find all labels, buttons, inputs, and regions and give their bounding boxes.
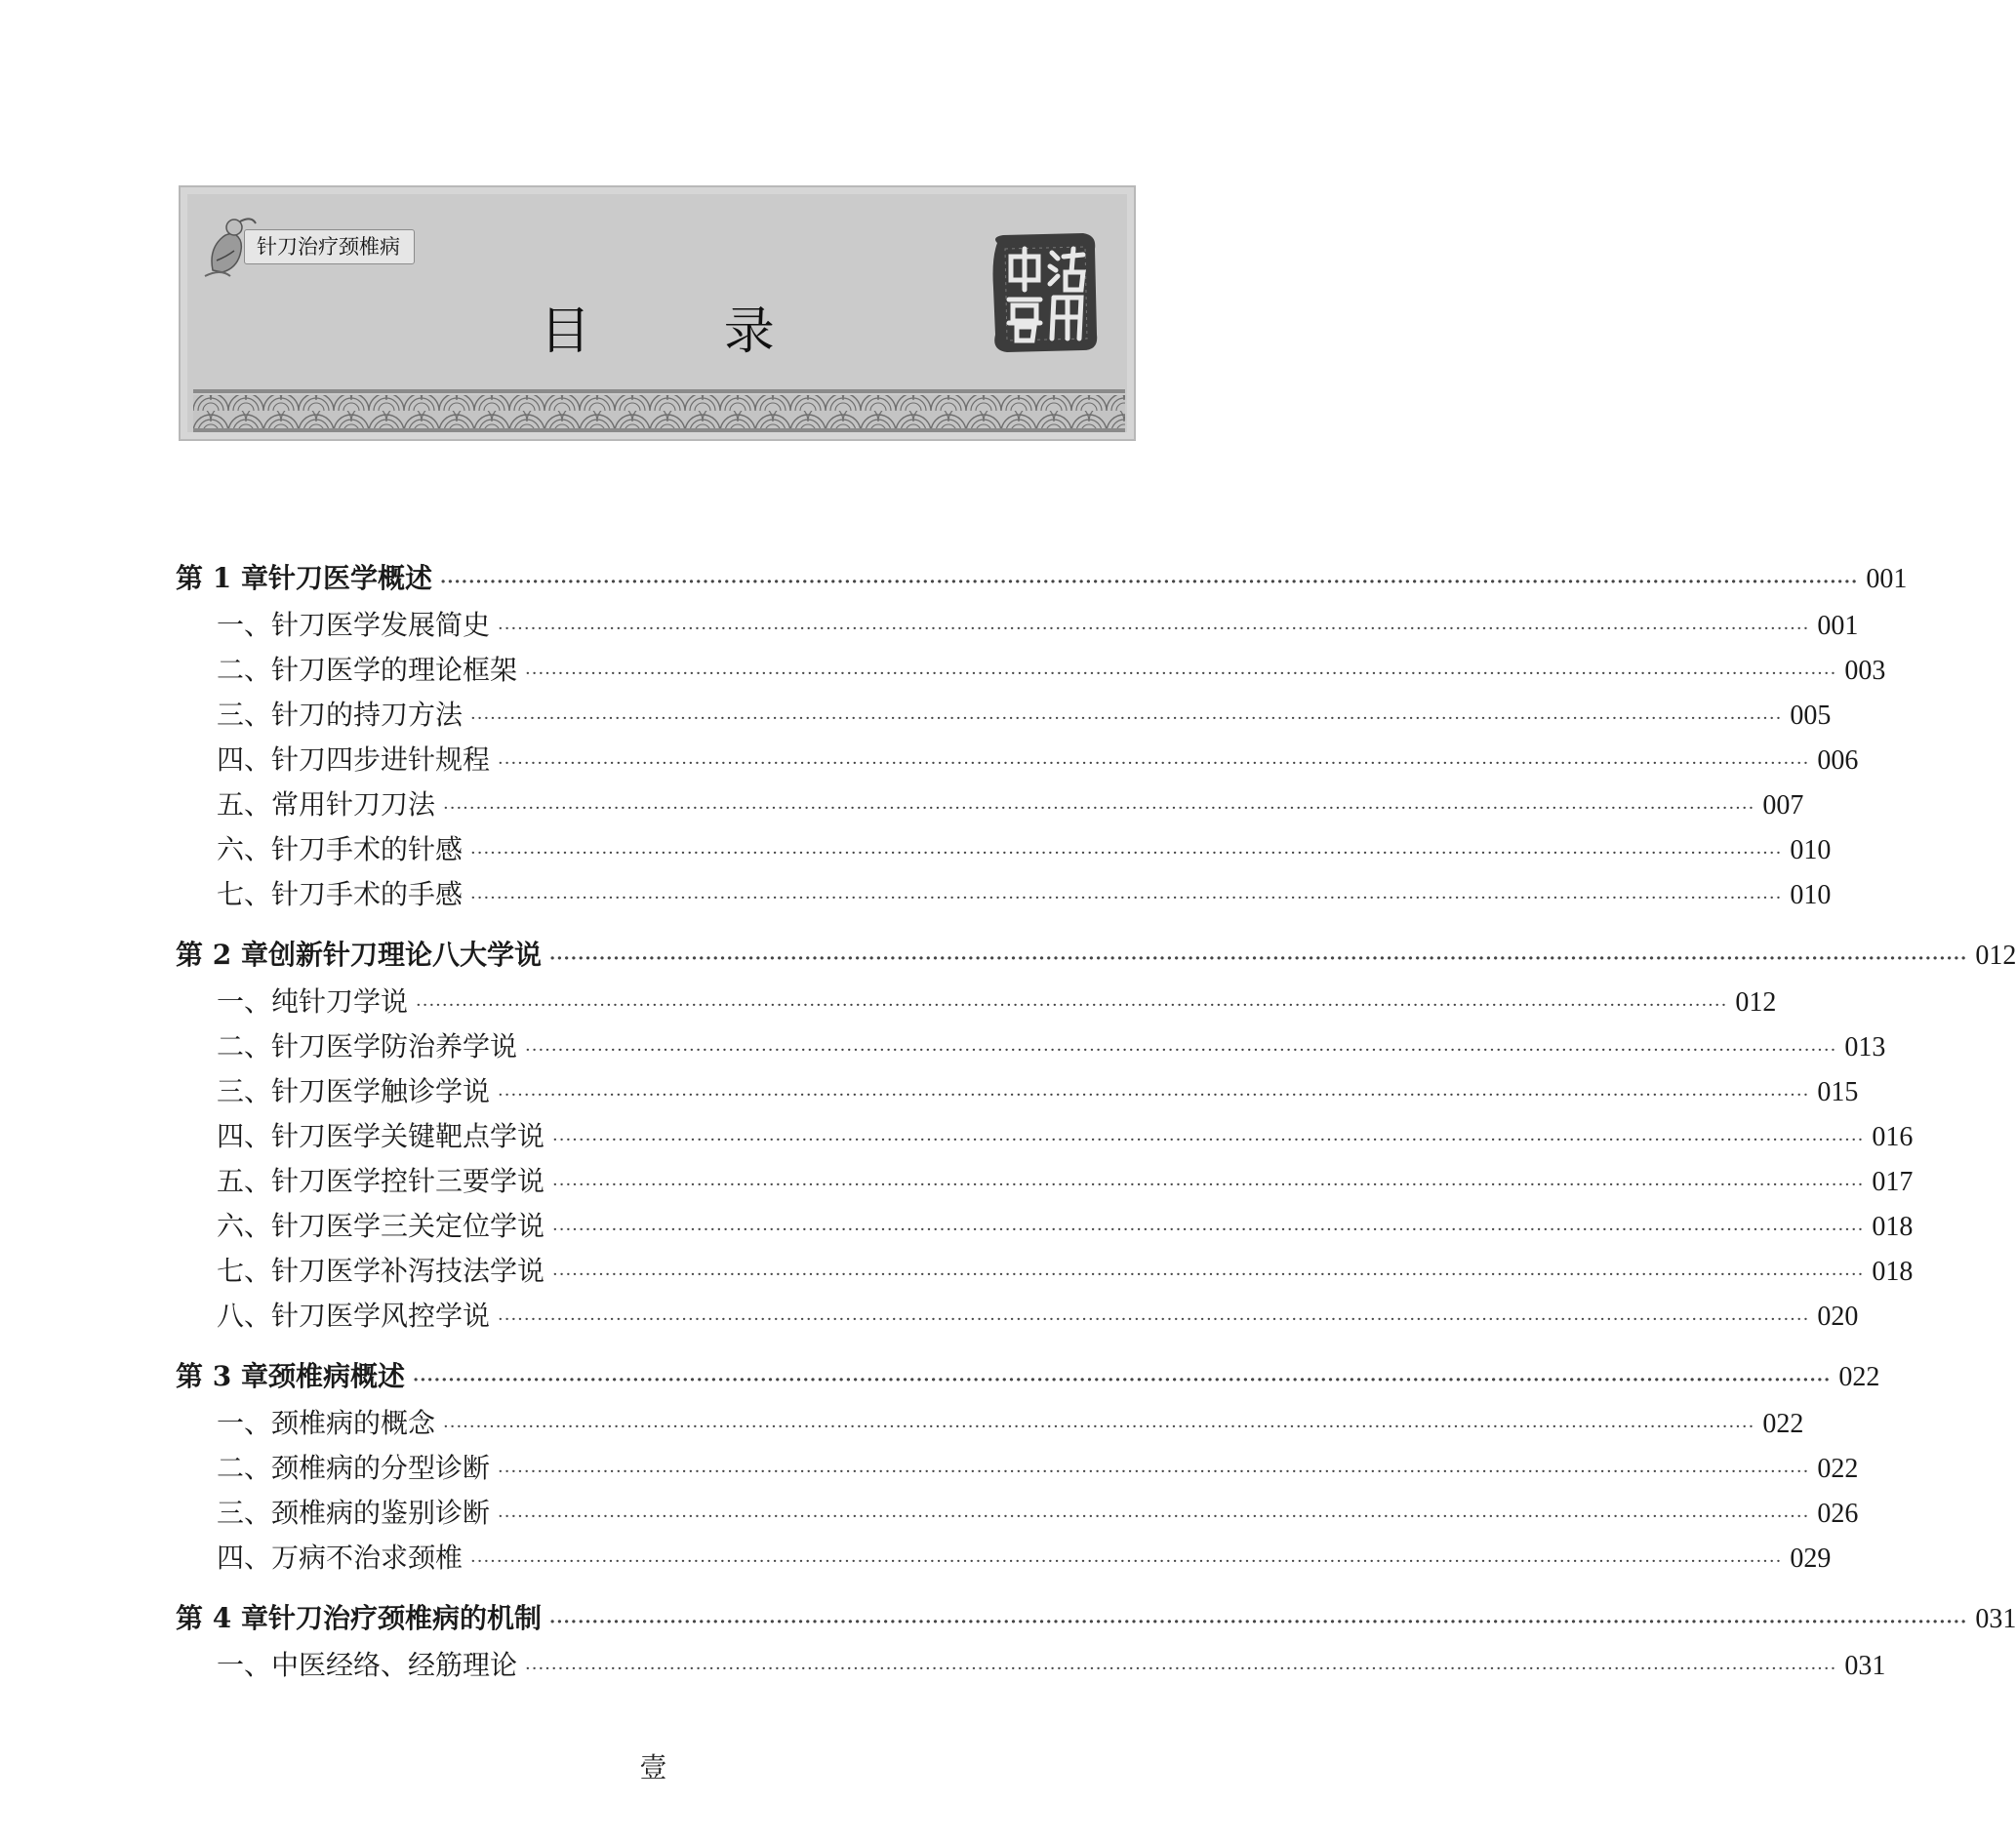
toc-section-entry[interactable] xyxy=(176,1249,1914,1294)
toc-section-entry[interactable] xyxy=(176,827,1832,872)
dot-leader: ········································································································································································································ xyxy=(525,1659,1837,1679)
toc-section-entry[interactable] xyxy=(176,603,1859,648)
dot-leader: ········································································································································································································ xyxy=(470,888,1783,908)
header-banner xyxy=(179,185,1136,441)
toc-section-entry[interactable] xyxy=(176,1536,1832,1581)
section-title: 三、颈椎病的鉴别诊断 xyxy=(217,1497,491,1529)
page-number: 029 xyxy=(1790,1543,1832,1574)
dot-leader: ········································································································································································································ xyxy=(470,843,1783,863)
page-number: 012 xyxy=(1735,987,1777,1018)
chapter-number: 第 2 章 xyxy=(176,939,268,971)
toc-section-entry[interactable] xyxy=(176,782,1804,827)
dot-leader: ········································································································································································································ xyxy=(443,798,1755,819)
page-number: 016 xyxy=(1872,1122,1914,1152)
table-of-contents xyxy=(176,554,2016,1688)
section-title: 六、针刀医学三关定位学说 xyxy=(217,1210,545,1242)
toc-section-entry[interactable] xyxy=(176,648,1886,693)
chapter-title: 颈椎病概述 xyxy=(267,1360,405,1392)
toc-chapter-entry[interactable] xyxy=(176,931,2016,980)
page-number: 006 xyxy=(1817,745,1859,776)
page-number: 017 xyxy=(1872,1167,1914,1197)
toc-section-entry[interactable] xyxy=(176,738,1859,782)
dot-leader: ········································································································································································································ xyxy=(470,708,1783,729)
section-title: 七、针刀医学补泻技法学说 xyxy=(217,1255,545,1287)
dot-leader: ········································································································································································································ xyxy=(416,995,1728,1016)
dot-leader: ········································································································································································································ xyxy=(525,663,1837,684)
section-title: 六、针刀手术的针感 xyxy=(217,833,464,865)
section-title: 二、颈椎病的分型诊断 xyxy=(217,1452,491,1484)
toc-chapter-entry[interactable] xyxy=(176,1594,2016,1643)
page-number: 001 xyxy=(1866,564,1908,594)
dot-leader: ········································································································································································································ xyxy=(498,753,1810,774)
section-title: 一、纯针刀学说 xyxy=(217,985,409,1018)
section-title: 一、针刀医学发展简史 xyxy=(217,609,491,641)
toc-section-entry[interactable] xyxy=(176,1643,1886,1688)
page-number: 007 xyxy=(1762,790,1804,821)
dot-leader: ········································································································································································································ xyxy=(525,1040,1837,1061)
seal-stamp xyxy=(988,229,1103,356)
page-folio: 壹 xyxy=(639,1751,667,1784)
dot-leader: ········································································································································································································ xyxy=(549,1612,1968,1632)
toc-section-entry[interactable] xyxy=(176,872,1832,917)
toc-section-entry[interactable] xyxy=(176,693,1832,738)
page-number: 026 xyxy=(1817,1499,1859,1529)
dot-leader: ········································································································································································································ xyxy=(549,948,1968,969)
toc-section-entry[interactable] xyxy=(176,1401,1804,1446)
page-number: 012 xyxy=(1975,941,2016,971)
section-title: 五、针刀医学控针三要学说 xyxy=(217,1165,545,1197)
toc-section-entry[interactable] xyxy=(176,1294,1859,1339)
dot-leader: ········································································································································································································ xyxy=(552,1220,1865,1240)
page-title: 目 录 xyxy=(540,302,833,361)
page-number: 031 xyxy=(1975,1604,2016,1634)
page-number: 005 xyxy=(1790,701,1832,731)
chapter-title: 针刀治疗颈椎病的机制 xyxy=(267,1602,542,1634)
section-title: 三、针刀的持刀方法 xyxy=(217,699,464,731)
section-title: 二、针刀医学的理论框架 xyxy=(217,654,518,686)
page-number: 001 xyxy=(1817,611,1859,641)
toc-section-entry[interactable] xyxy=(176,1069,1859,1114)
chapter-title: 创新针刀理论八大学说 xyxy=(267,939,542,971)
section-title: 一、中医经络、经筋理论 xyxy=(217,1649,518,1681)
page-number: 010 xyxy=(1790,880,1832,910)
toc-chapter-entry[interactable] xyxy=(176,1352,1880,1401)
section-title: 一、颈椎病的概念 xyxy=(217,1407,436,1439)
section-title: 七、针刀手术的手感 xyxy=(217,878,464,910)
page-number: 010 xyxy=(1790,835,1832,865)
section-title: 四、针刀四步进针规程 xyxy=(217,743,491,776)
dot-leader: ········································································································································································································ xyxy=(498,1462,1810,1482)
dot-leader: ········································································································································································································ xyxy=(498,1506,1810,1527)
page-number: 013 xyxy=(1844,1032,1886,1062)
chapter-title: 针刀医学概述 xyxy=(267,562,432,594)
dot-leader: ········································································································································································································ xyxy=(440,572,1859,592)
section-title: 四、万病不治求颈椎 xyxy=(217,1542,464,1574)
toc-section-entry[interactable] xyxy=(176,980,1777,1024)
wave-pattern-band xyxy=(193,389,1125,432)
page-number: 015 xyxy=(1817,1077,1859,1107)
section-title: 四、针刀医学关键靶点学说 xyxy=(217,1120,545,1152)
toc-section-entry[interactable] xyxy=(176,1446,1859,1491)
section-title: 三、针刀医学触诊学说 xyxy=(217,1075,491,1107)
series-title: 针刀治疗颈椎病 xyxy=(244,229,415,264)
dot-leader: ········································································································································································································ xyxy=(470,1551,1783,1572)
section-title: 五、常用针刀刀法 xyxy=(217,788,436,821)
toc-section-entry[interactable] xyxy=(176,1204,1914,1249)
dot-leader: ········································································································································································································ xyxy=(498,619,1810,639)
dot-leader: ········································································································································································································ xyxy=(498,1085,1810,1105)
page-number: 003 xyxy=(1844,656,1886,686)
section-title: 八、针刀医学风控学说 xyxy=(217,1300,491,1332)
toc-section-entry[interactable] xyxy=(176,1114,1914,1159)
page-number: 018 xyxy=(1872,1212,1914,1242)
dot-leader: ········································································································································································································ xyxy=(552,1264,1865,1285)
page-number: 031 xyxy=(1844,1651,1886,1681)
page-number: 022 xyxy=(1838,1362,1880,1392)
dot-leader: ········································································································································································································ xyxy=(443,1417,1755,1437)
chapter-number: 第 4 章 xyxy=(176,1602,268,1634)
chapter-number: 第 1 章 xyxy=(176,562,268,594)
chapter-number: 第 3 章 xyxy=(176,1360,268,1392)
page-number: 020 xyxy=(1817,1302,1859,1332)
toc-section-entry[interactable] xyxy=(176,1159,1914,1204)
toc-chapter-entry[interactable] xyxy=(176,554,1908,603)
dot-leader: ········································································································································································································ xyxy=(498,1309,1810,1330)
header-panel xyxy=(187,194,1127,432)
page-number: 022 xyxy=(1762,1409,1804,1439)
page-number: 018 xyxy=(1872,1257,1914,1287)
page-number: 022 xyxy=(1817,1454,1859,1484)
toc-section-entry[interactable] xyxy=(176,1491,1859,1536)
dot-leader: ········································································································································································································ xyxy=(413,1370,1832,1390)
dot-leader: ········································································································································································································ xyxy=(552,1175,1865,1195)
section-title: 二、针刀医学防治养学说 xyxy=(217,1030,518,1062)
toc-section-entry[interactable] xyxy=(176,1024,1886,1069)
dot-leader: ········································································································································································································ xyxy=(552,1130,1865,1150)
